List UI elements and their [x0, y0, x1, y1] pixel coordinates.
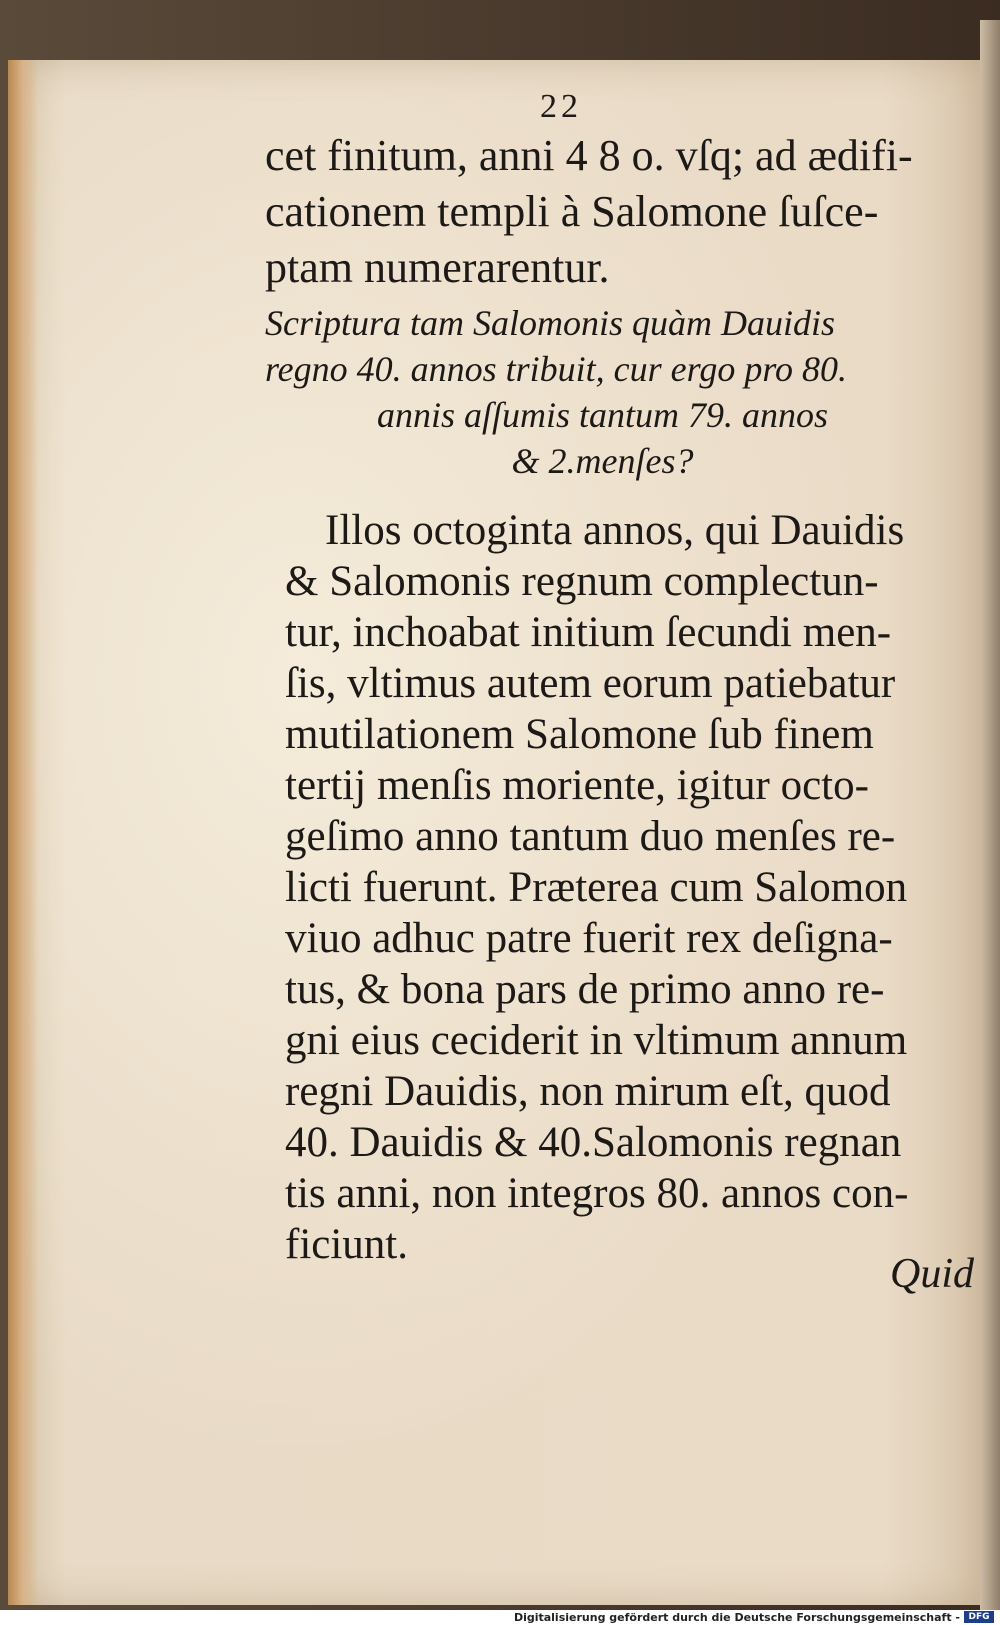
text-line: tur, inchoabat initium ſecundi men- [285, 609, 892, 656]
heading-line: regno 40. annos tribuit, cur ergo pro 80. [265, 349, 847, 389]
text-line: viuo adhuc patre fuerit rex deſigna- [285, 915, 893, 962]
text-line: tis anni, non integros 80. annos con- [285, 1170, 909, 1217]
text-line: tus, & bona pars de primo anno re- [285, 966, 885, 1013]
text-line: 40. Dauidis & 40.Salomonis regnan [285, 1119, 902, 1166]
page-number: 22 [540, 88, 582, 125]
text-line: & Salomonis regnum complectun- [285, 558, 879, 605]
page-right-edge [980, 20, 1000, 1610]
heading-line: Scriptura tam Salomonis quàm Dauidis [265, 303, 836, 343]
footer-credit: Digitalisierung gefördert durch die Deutsche Forschungsgemeinschaft - [513, 1611, 960, 1624]
text-line: licti fuerunt. Præterea cum Salomon [285, 864, 908, 911]
text-line: tertij menſis moriente, igitur octo- [285, 762, 869, 809]
text-line: Illos octoginta annos, qui Dauidis [325, 507, 905, 554]
text-line: cet finitum, anni 4 8 o. vſq; ad ædifi- [265, 131, 913, 180]
catchword: Quid [890, 1251, 974, 1297]
text-line: regni Dauidis, non mirum eſt, quod [285, 1068, 891, 1115]
text-line: ſis, vltimus autem eorum patiebatur [285, 660, 896, 707]
text-line: mutilationem Salomone ſub finem [285, 711, 874, 758]
page-gutter-edge [8, 60, 38, 1605]
heading-line: annis aſſumis tantum 79. annos [376, 395, 829, 435]
heading-line: & 2.menſes? [511, 441, 694, 481]
digitization-footer [0, 1610, 1000, 1625]
text-line: geſimo anno tantum duo menſes re- [285, 813, 896, 860]
intro-paragraph [265, 128, 940, 296]
text-line: cationem templi à Salomone ſuſce- [265, 187, 879, 236]
text-line: gni eius ceciderit in vltimum annum [285, 1017, 908, 1064]
dfg-logo: DFG [964, 1611, 994, 1623]
text-line: ptam numerarentur. [265, 243, 610, 292]
answer-paragraph [285, 505, 945, 1270]
question-heading [265, 300, 940, 484]
text-line: ficiunt. [285, 1221, 408, 1268]
